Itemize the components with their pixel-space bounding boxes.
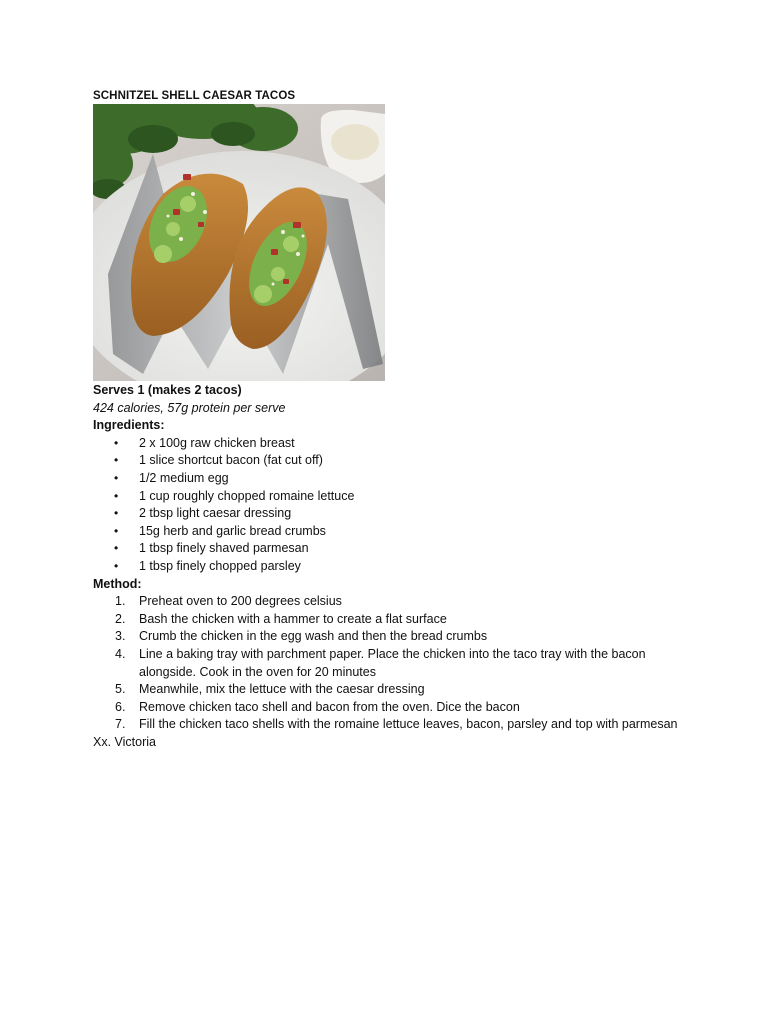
ingredient-item xyxy=(93,540,683,558)
method-step xyxy=(93,611,683,629)
signoff: Xx. Victoria xyxy=(93,734,156,749)
bullet-glyph: • xyxy=(114,558,119,573)
recipe-document xyxy=(93,88,683,751)
method-step xyxy=(93,699,683,717)
step-text: Fill the chicken taco shells with the romaine lettuce leaves, bacon, parsley and top with parmesan xyxy=(139,717,678,732)
step-number: 7. xyxy=(115,717,126,732)
nutrition-line: 424 calories, 57g protein per serve xyxy=(93,400,286,415)
ingredient-text: 1 cup roughly chopped romaine lettuce xyxy=(139,488,355,503)
ingredient-item xyxy=(93,470,683,488)
method-step xyxy=(93,716,683,734)
ingredient-item xyxy=(93,488,683,506)
recipe-photo xyxy=(93,104,385,381)
method-step xyxy=(93,593,683,611)
bullet-glyph: • xyxy=(114,488,119,503)
step-number: 6. xyxy=(115,699,126,714)
ingredient-item xyxy=(93,435,683,453)
step-number: 4. xyxy=(115,646,126,661)
ingredient-text: 2 x 100g raw chicken breast xyxy=(139,435,295,450)
bullet-glyph: • xyxy=(114,470,119,485)
serves-line: Serves 1 (makes 2 tacos) xyxy=(93,383,242,397)
ingredient-text: 15g herb and garlic bread crumbs xyxy=(139,523,326,538)
bullet-glyph: • xyxy=(114,435,119,450)
ingredient-item xyxy=(93,523,683,541)
bullet-glyph: • xyxy=(114,506,119,521)
step-text: Meanwhile, mix the lettuce with the caesar dressing xyxy=(139,682,425,697)
method-step xyxy=(93,681,683,699)
ingredient-item xyxy=(93,505,683,523)
ingredients-list xyxy=(93,435,683,576)
ingredient-item xyxy=(93,452,683,470)
ingredients-heading: Ingredients: xyxy=(93,418,165,433)
step-text: Bash the chicken with a hammer to create a flat surface xyxy=(139,611,447,626)
ingredient-text: 2 tbsp light caesar dressing xyxy=(139,506,292,521)
bullet-glyph: • xyxy=(114,541,119,556)
ingredient-text: 1 tbsp finely chopped parsley xyxy=(139,558,301,573)
step-number: 1. xyxy=(115,594,126,609)
recipe-title: SCHNITZEL SHELL CAESAR TACOS xyxy=(93,90,296,102)
method-list xyxy=(93,593,683,734)
step-number: 3. xyxy=(115,629,126,644)
ingredient-text: 1 slice shortcut bacon (fat cut off) xyxy=(139,453,323,468)
step-text: Crumb the chicken in the egg wash and then the bread crumbs xyxy=(139,629,488,644)
ingredient-text: 1/2 medium egg xyxy=(139,470,229,485)
method-heading: Method: xyxy=(93,576,142,591)
ingredient-item xyxy=(93,558,683,576)
step-text: Remove chicken taco shell and bacon from the oven. Dice the bacon xyxy=(139,699,520,714)
method-step xyxy=(93,628,683,646)
bullet-glyph: • xyxy=(114,453,119,468)
step-text: Line a baking tray with parchment paper. Place the chicken into the taco tray with the bacon alongside. Cook in the oven for 20 minutes xyxy=(139,646,646,679)
method-step xyxy=(93,646,683,681)
step-number: 5. xyxy=(115,682,126,697)
step-text: Preheat oven to 200 degrees celsius xyxy=(139,594,342,609)
step-number: 2. xyxy=(115,611,126,626)
bullet-glyph: • xyxy=(114,523,119,538)
ingredient-text: 1 tbsp finely shaved parmesan xyxy=(139,541,309,556)
